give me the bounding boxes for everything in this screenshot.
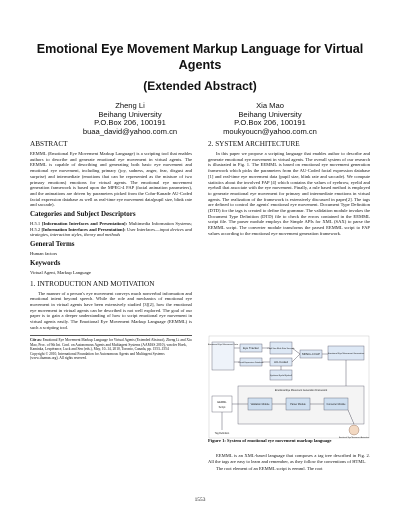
paragraph-root: The root element of an EEMML script is eemml. The root (216, 466, 323, 472)
keywords-text: Virtual Agent, Markup Language (30, 269, 91, 275)
tag-definition-label: Tag Definition (214, 432, 230, 435)
left-column (30, 136, 192, 361)
box-label-validation: Validation Module (250, 403, 270, 406)
box-label-eemml: EEMML (217, 401, 227, 404)
cite-text: Emotional Eye Movement Markup Language for Virtual Agents (Extended Abstract), Zheng Li and Xia Mao, Proc. of 9th Int. Conf. on Autonomous Agents and Multiagent Systems (AAMAS 2010), van der Hoek, Kaminka, Lespérance, Luck and Sen (eds.), May, 10–14, 2010, Toronto, Canada, pp. 1553–1554 (30, 338, 192, 352)
author-address: P.O.Box 206, 100191 (94, 118, 166, 128)
keywords-heading: Keywords (30, 258, 61, 267)
abstract-text: EEMML (Emotional Eye Movement Markup Language) is a scripting tool that enables authors to describe and generate emotional eye movement in virtual agents. The EEMML is capable of describing and generating both basic eye movement and emotional eye movement, including primary (joy, sadness, anger, fear, disgust and surprise) and intermediate (emotions that can be represented as the mixture of two primary emotions) emotions for virtual agents. The emotional eye movement generation framework is based upon the MPEG-4 FAP (facial animation parameters), and the animations are driven by parameters picked from the Cohn-Kanade AU-Coded facial expression database as well as real-time eye movement data(pupil size, blink rate and saccade). (30, 151, 192, 208)
author-address: P.O.Box 206, 100191 (234, 118, 306, 128)
box-label-pupil: Pupil Size Blink Rate Saccade (267, 348, 295, 350)
emotion-data-box (212, 342, 234, 370)
box-label-generation: Emotional Eye Movement Generation (327, 353, 365, 355)
author-block-1 (55, 102, 205, 136)
box-label-eye-tracker: Eye Tracker (242, 346, 260, 350)
abstract-heading: ABSTRACT (30, 140, 68, 148)
category-desc: User Interfaces— (125, 226, 160, 232)
right-column-bottom (208, 453, 370, 474)
category-code: H.5.1 (30, 221, 41, 227)
author-affiliation: Beihang University (98, 109, 162, 119)
box-label-fap: MPEG-4 FAP (301, 352, 321, 356)
page-number: 1553 (194, 497, 206, 503)
paragraph-eemml: EEMML is an XML-based language that composes a tag tree described in Fig. 2. All the tags are easy to learn and remember, as they follow the conventions of HTML. (208, 453, 370, 464)
box-label-animation: Emotional Eye Movement Animation (338, 437, 370, 439)
category-desc: Multimedia Information Systems; H.5.2 (30, 221, 193, 232)
section1-text: The manner of a person's eye movement conveys much nonverbal information and emotional intent beyond speech. While the role and mechanics of emotional eye movement in virtual agents have been extensively studied [3][2], how the emotional eye movement in virtual agents can be described is not well explored. The goal of our paper is to gain a deeper understanding of how to script emotional eye movement in virtual agents easily. The Emotional Eye Movement Markup Language (EEMML) is such a scripting tool. (30, 290, 192, 330)
box-label-framework: Emotional Eye Movement Generation Framework (274, 389, 328, 392)
paper-title: Emotional Eye Movement Markup Language for Virtual Agents (36, 42, 364, 72)
author-affiliation: Beihang University (238, 109, 302, 119)
box-label-eyebrow: Eyebrow Eyelid Eyeball (270, 375, 292, 377)
section2-heading: 2. SYSTEM ARCHITECTURE (208, 140, 300, 148)
copyright: Copyright © 2010, International Foundation for Autonomous Agents and Multiagent Systems (www.ifaamas.org). All rights reserved. (30, 351, 165, 361)
category-name: [Information Interfaces and Presentation]: (41, 221, 128, 227)
cite-label: Cite as: (30, 338, 42, 343)
section1-heading: 1. INTRODUCTION AND MOTIVATION (30, 279, 155, 288)
box-label-converter: Converter Module (326, 403, 346, 406)
figure-caption: Figure 1: System of emotional eye movement markup language (208, 438, 332, 443)
citation (30, 338, 192, 351)
box-label-emotion-data: Emotional Eye Movement Data (208, 344, 239, 346)
categories-text (30, 221, 192, 238)
box-label-parser: Parser Module (290, 403, 306, 406)
categories-heading: Categories and Subject Descriptors (30, 210, 136, 219)
author-email[interactable]: buaa_david@yahoo.com.cn (82, 126, 178, 136)
author-name: Zheng Li (115, 101, 145, 110)
general-terms-heading: General Terms (30, 240, 75, 249)
box-label-script: Script (218, 406, 226, 409)
author-email[interactable]: moukyoucn@yahoo.com.cn (223, 126, 317, 136)
author-name: Xia Mao (256, 101, 284, 110)
paper-subtitle: (Extended Abstract) (143, 79, 257, 93)
section2-text: In this paper we propose a scripting language that enables author to describe and generate emotional eye movement in virtual agents. The overall system of our research is illustrated in Fig. 1. The EEMML is based on emotional eye movement generation framework which picks the parameters from the AU-Coded facial expression database [1] and real-time eye movement data (pupil size, blink rate and saccade). We compute statistics about the involved FAP [4] which contains the values of eyebrow, eyelid and eyeball that associate with the eye movement. Finally, a rule based method is employed to generate emotional eye movement for primary and intermediate emotions in virtual agents. The realization of the framework is extensively discussed in paper[2]. The tags are defined to control the agents' emotional eye movement. Document Type Definition (DTD) for the tags is created to define the grammar. The validation module invokes the Document Type Definition (DTD) file to check the errors contained in the EEMML script file. The parser module employs the Simple APIs for XML (SAX) to parse the EEMML script. The converter module transforms the parsed EEMML script to FAP values according to the emotional eye movement generation framework. (208, 151, 370, 236)
right-column (208, 136, 370, 239)
agent-face-icon (349, 425, 359, 435)
category-terms: input devices and strategies, interaction styles, theory and methods (30, 226, 192, 238)
eemml-box (212, 396, 232, 412)
author-block-2 (195, 102, 345, 136)
general-terms-text: Human factors (30, 251, 58, 257)
category-name: [Information Interfaces and Presentation]: (41, 226, 126, 232)
footnote (30, 335, 192, 360)
system-figure (208, 334, 370, 440)
box-label-aucoded: AU-Coded (273, 360, 289, 364)
box-label-database: Facial Expression Database (238, 362, 264, 364)
